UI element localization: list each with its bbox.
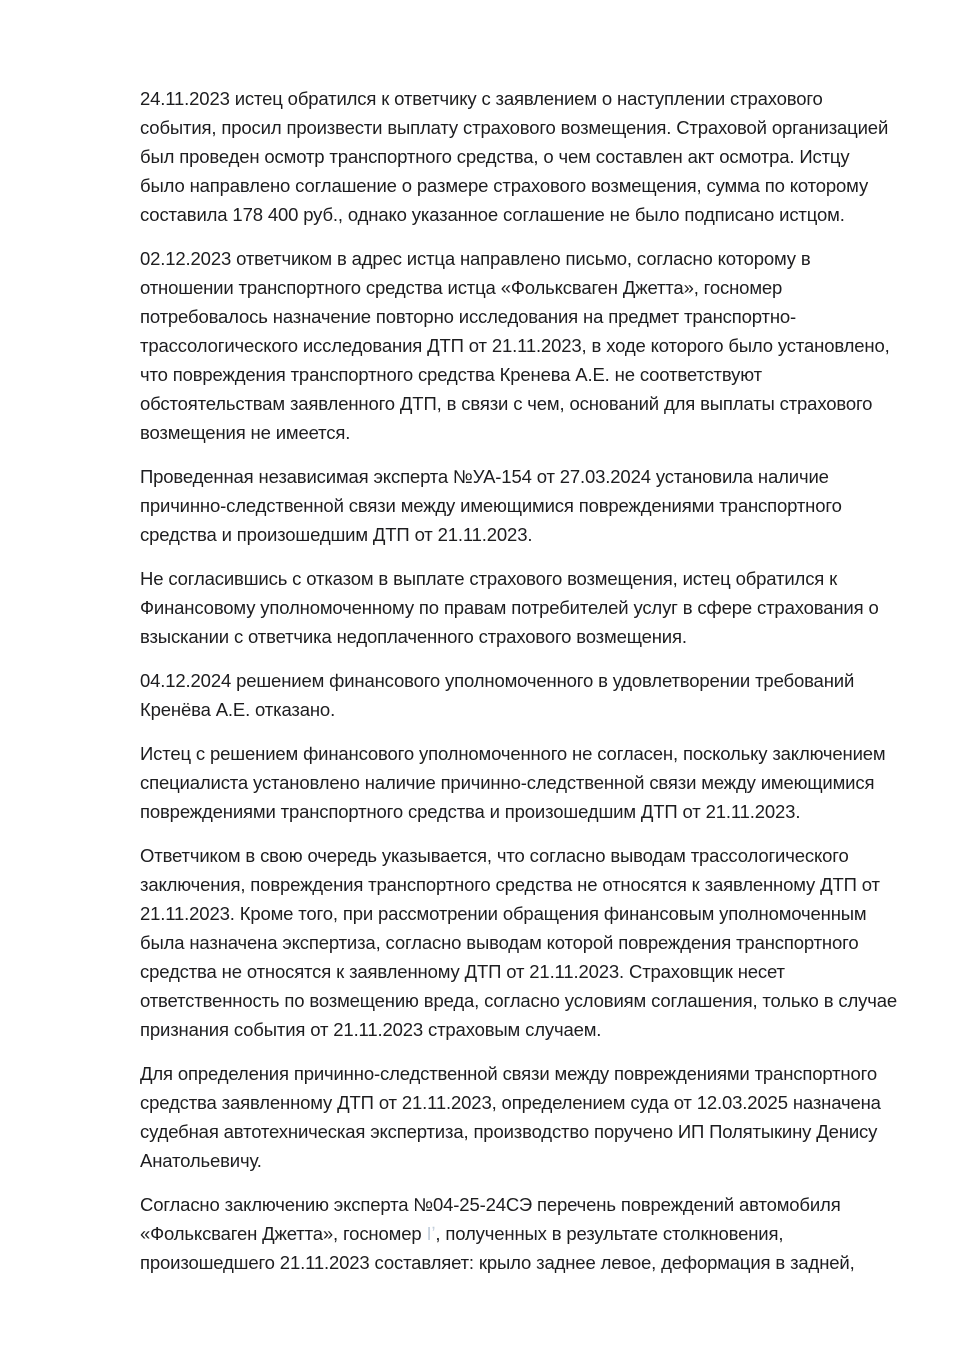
- paragraph-text-before-redaction: Согласно заключению эксперта №04-25-24СЭ перечень повреждений автомобиля «Фольксваген Джетта», госномер: [140, 1194, 841, 1244]
- paragraph: Истец с решением финансового уполномоченного не согласен, поскольку заключением специалиста установлено наличие причинно-следственной связи между имеющимися повреждениями транспортного средства и произошедшим ДТП от 21.11.2023.: [140, 743, 886, 822]
- paragraph: Проведенная независимая эксперта №УА-154 от 27.03.2024 установила наличие причинно-следственной связи между имеющимися повреждениями транспортного средства и произошедшим ДТП от 21.11.2023.: [140, 466, 842, 545]
- paragraph-text-after-redaction: , полученных в результате столкновения, произошедшего 21.11.2023 составляет: крыло заднее левое, деформация в задней,: [140, 1223, 855, 1273]
- document-page: [140, 84, 897, 1292]
- paragraph: Ответчиком в свою очередь указывается, что согласно выводам трассологического заключения, повреждения транспортного средства не относятся к заявленному ДТП от 21.11.2023. Кроме того, при рассмотрении обращения финансовым уполномоченным была назначена экспертиза, согласно выводам которой повреждения транспортного средства не относятся к заявленному ДТП от 21.11.2023. Страховщик несет ответственность по возмещению вреда, согласно условиям соглашения, только в случае признания события от 21.11.2023 страховым случаем.: [140, 845, 897, 1040]
- paragraph: [140, 1190, 897, 1277]
- paragraph: 24.11.2023 истец обратился к ответчику с заявлением о наступлении страхового события, просил произвести выплату страхового возмещения. Страховой организацией был проведен осмотр транспортного средства, о чем составлен акт осмотра. Истцу было направлено соглашение о размере страхового возмещения, сумма по которому составила 178 400 руб., однако указанное соглашение не было подписано истцом.: [140, 88, 889, 225]
- paragraph: 02.12.2023 ответчиком в адрес истца направлено письмо, согласно которому в отношении транспортного средства истца «Фольксваген Джетта», госномер потребовалось назначение повторно исследования на предмет транспортно-трассологического исследования ДТП от 21.11.2023, в ходе которого было установлено, что повреждения транспортного средства Кренева А.Е. не соответствуют обстоятельствам заявленного ДТП, в связи с чем, оснований для выплаты страхового возмещения не имеется.: [140, 248, 890, 443]
- paragraph: Не согласившись с отказом в выплате страхового возмещения, истец обратился к Финансовому уполномоченному по правам потребителей услуг в сфере страхования о взыскании с ответчика недоплаченного страхового возмещения.: [140, 568, 879, 647]
- redacted-license-plate: Iʼ: [426, 1223, 436, 1244]
- paragraph: 04.12.2024 решением финансового уполномоченного в удовлетворении требований Кренёва А.Е. отказано.: [140, 670, 855, 720]
- paragraph: Для определения причинно-следственной связи между повреждениями транспортного средства заявленному ДТП от 21.11.2023, определением суда от 12.03.2025 назначена судебная автотехническая экспертиза, производство поручено ИП Полятыкину Денису Анатольевичу.: [140, 1063, 881, 1171]
